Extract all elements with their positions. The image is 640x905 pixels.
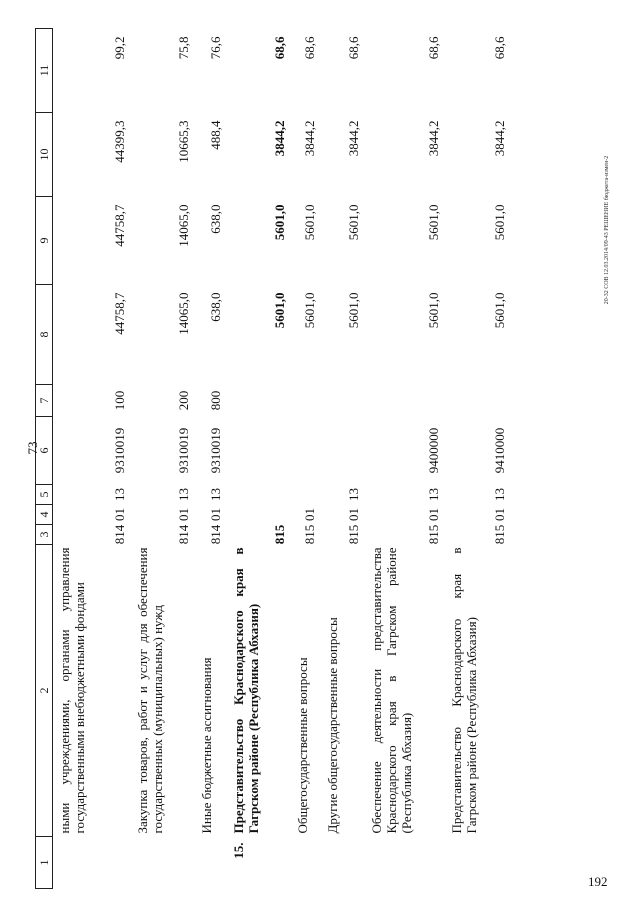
budget-table	[35, 28, 511, 889]
row-description: Общегосударственные вопросы	[295, 657, 310, 834]
page-number: 192	[588, 874, 608, 889]
amount-cell: 76,6	[208, 36, 223, 60]
amount-cell: 3844,2	[492, 120, 507, 157]
code-cell: 13	[208, 488, 223, 501]
code-cell: 9310019	[208, 427, 223, 474]
code-cell	[321, 417, 365, 485]
code-cell: 01	[112, 508, 127, 521]
header-cell: 8	[36, 285, 53, 385]
code-cell: 01	[208, 508, 223, 521]
code-cell: 13	[176, 488, 191, 501]
amount-cell: 68,6	[272, 36, 287, 60]
row-description: Закупка товаров, работ и услуг для обеспечения государственных (муниципальных) нужд	[135, 547, 165, 834]
header-cell: 11	[36, 29, 53, 113]
row-description: Другие общегосударственные вопросы	[325, 617, 340, 834]
amount-cell: 5601,0	[492, 292, 507, 329]
code-cell: 13	[492, 488, 507, 501]
code-cell: 814	[176, 524, 191, 545]
header-cell: 1	[36, 837, 53, 889]
table-row	[53, 29, 132, 889]
code-cell: 9400000	[426, 427, 441, 474]
code-cell: 815	[492, 524, 507, 545]
table-row	[195, 29, 227, 889]
code-cell: 100	[112, 390, 127, 411]
row-description: Представительство Краснодарского края в Гагрском районе (Республика Абхазия)	[449, 547, 479, 834]
page-top-number: 73	[25, 441, 40, 455]
amount-cell: 638,0	[208, 204, 223, 234]
amount-cell: 68,6	[302, 36, 317, 60]
row-index	[291, 837, 321, 889]
code-cell: 01	[302, 508, 317, 521]
row-index	[53, 837, 132, 889]
amount-cell: 5601,0	[492, 204, 507, 241]
table-row	[321, 29, 365, 889]
table-row	[227, 29, 291, 889]
code-cell	[291, 385, 321, 417]
amount-cell: 3844,2	[302, 120, 317, 157]
code-cell	[365, 385, 445, 417]
code-cell: 13	[346, 488, 361, 501]
amount-cell: 488,4	[208, 120, 223, 150]
header-cell: 6	[36, 417, 53, 485]
table-header-row	[36, 29, 53, 889]
row-description: ными учреждениями, органами управления государственными внебюджетными фондами	[57, 547, 87, 834]
code-cell: 815	[346, 524, 361, 545]
table-row	[445, 29, 511, 889]
row-index	[131, 837, 195, 889]
code-cell	[227, 505, 291, 525]
amount-cell: 75,8	[176, 36, 191, 60]
row-index	[445, 837, 511, 889]
code-cell: 815	[426, 524, 441, 545]
amount-cell: 68,6	[426, 36, 441, 60]
amount-cell: 44758,7	[112, 292, 127, 335]
code-cell: 9310019	[112, 427, 127, 474]
row-description: Обеспечение деятельности представительства Краснодарского края в Гагрском районе (Республика Абхазия)	[369, 547, 414, 834]
footer-stamp: 20-32 СОВ 12.03.2014/09-43 РЕШЕНИЕ бюджета-измен-2	[604, 155, 610, 305]
amount-cell: 14065,0	[176, 204, 191, 247]
amount-cell: 5601,0	[426, 204, 441, 241]
code-cell: 9310019	[176, 427, 191, 474]
amount-cell: 5601,0	[272, 292, 287, 329]
header-cell: 4	[36, 505, 53, 525]
code-cell: 9410000	[492, 427, 507, 474]
row-description: Иные бюджетные ассигнования	[199, 657, 214, 834]
header-cell: 3	[36, 525, 53, 545]
code-cell: 01	[176, 508, 191, 521]
header-cell: 5	[36, 485, 53, 505]
row-index	[321, 837, 365, 889]
code-cell: 814	[208, 524, 223, 545]
amount-cell: 3844,2	[426, 120, 441, 157]
amount-cell: 14065,0	[176, 292, 191, 335]
row-description: Представительство Краснодарского края в Гагрском районе (Республика Абхазия)	[231, 547, 261, 834]
code-cell: 01	[346, 508, 361, 521]
amount-cell: 99,2	[112, 36, 127, 60]
code-cell	[291, 485, 321, 505]
code-cell	[445, 385, 511, 417]
amount-cell: 68,6	[346, 36, 361, 60]
code-cell: 13	[112, 488, 127, 501]
code-cell: 815	[272, 524, 287, 545]
amount-cell: 3844,2	[272, 120, 287, 157]
amount-cell: 5601,0	[302, 292, 317, 329]
code-cell: 815	[302, 524, 317, 545]
header-cell: 2	[36, 545, 53, 837]
rotated-table-container	[35, 29, 605, 889]
table-row	[365, 29, 445, 889]
header-cell: 9	[36, 197, 53, 285]
table-row	[131, 29, 195, 889]
code-cell	[227, 485, 291, 505]
amount-cell: 5601,0	[302, 204, 317, 241]
code-cell: 13	[426, 488, 441, 501]
header-cell: 10	[36, 113, 53, 197]
code-cell: 800	[208, 390, 223, 411]
code-cell: 200	[176, 390, 191, 411]
code-cell	[291, 417, 321, 485]
code-cell: 814	[112, 524, 127, 545]
amount-cell: 68,6	[492, 36, 507, 60]
amount-cell: 5601,0	[426, 292, 441, 329]
code-cell	[227, 385, 291, 417]
amount-cell: 44758,7	[112, 204, 127, 247]
amount-cell: 5601,0	[272, 204, 287, 241]
code-cell: 01	[426, 508, 441, 521]
code-cell	[227, 417, 291, 485]
row-index	[365, 837, 445, 889]
row-index: 15.	[231, 842, 246, 859]
amount-cell: 10665,3	[176, 120, 191, 163]
table-row	[291, 29, 321, 889]
amount-cell: 3844,2	[346, 120, 361, 157]
code-cell: 01	[492, 508, 507, 521]
code-cell	[321, 385, 365, 417]
row-index	[195, 837, 227, 889]
amount-cell: 5601,0	[346, 204, 361, 241]
amount-cell: 5601,0	[346, 292, 361, 329]
amount-cell: 44399,3	[112, 120, 127, 163]
amount-cell: 638,0	[208, 292, 223, 322]
header-cell: 7	[36, 385, 53, 417]
